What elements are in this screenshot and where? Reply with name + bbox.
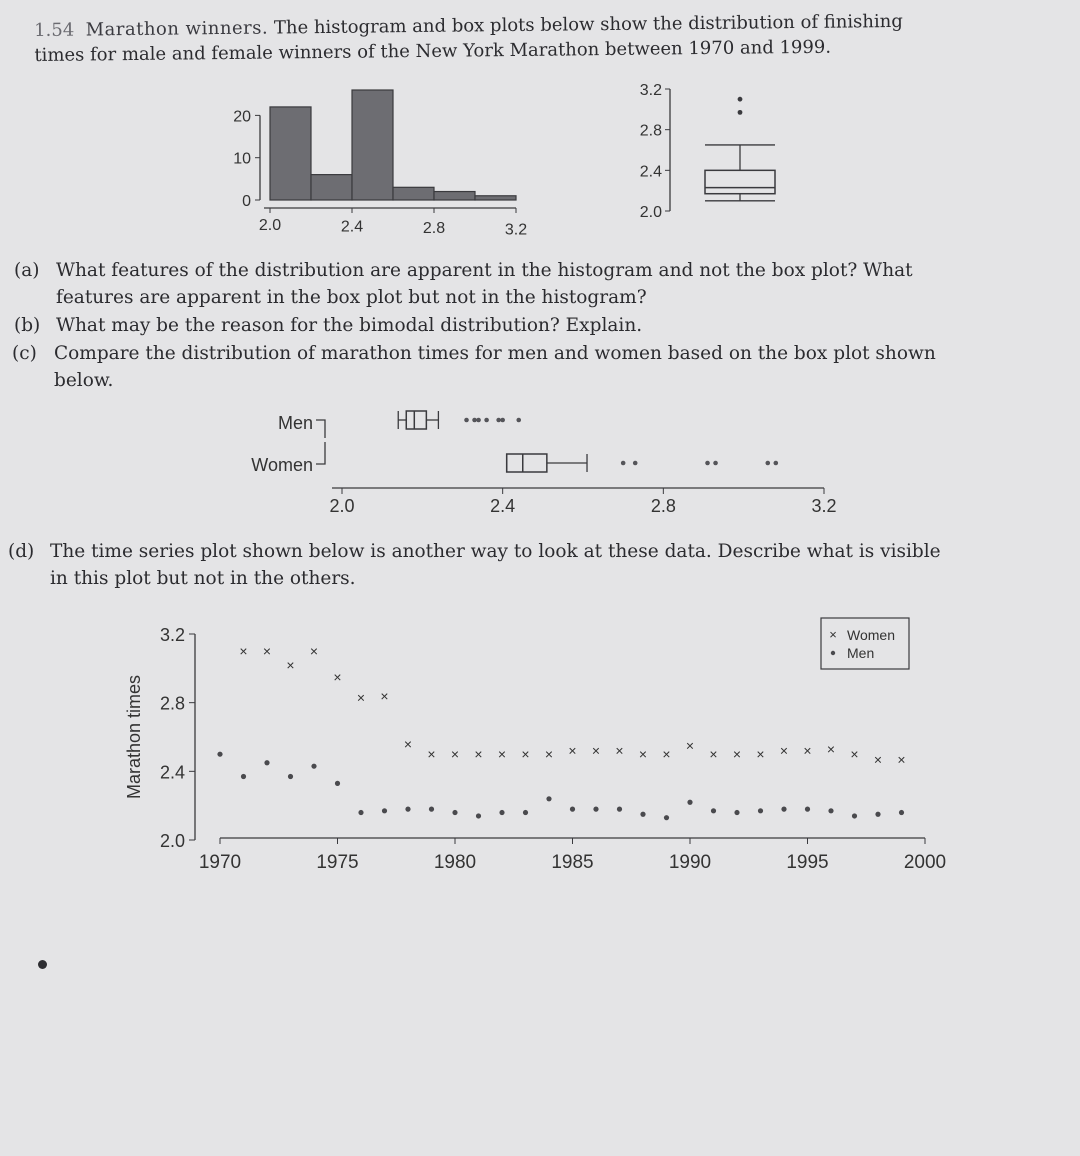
ts-point-men	[264, 760, 269, 765]
problem-statement	[34, 8, 1034, 68]
problem-text-line2: times for male and female winners of the New York Marathon between 1970 and 1999.	[34, 36, 832, 66]
ts-y-tick-label: 3.2	[159, 625, 185, 645]
ts-y-axis-label: Marathon times	[124, 674, 144, 800]
ts-x-tick-label: 2000	[903, 852, 947, 873]
boxplot-by-gender	[220, 400, 880, 520]
histogram-y-tick-label: 20	[233, 108, 251, 126]
histogram-x-tick-label: 2.0	[258, 217, 282, 234]
ts-point-women: ×	[497, 746, 507, 763]
ts-point-men	[217, 752, 222, 757]
ts-point-women: ×	[521, 746, 530, 763]
histogram-y-tick-label: 10	[233, 150, 251, 168]
part-b-label: (b)	[14, 315, 41, 336]
ts-point-women: ×	[474, 746, 483, 763]
ts-x-tick-label: 1975	[316, 852, 359, 873]
ts-point-men	[711, 808, 716, 813]
hbox-women	[507, 454, 547, 472]
hbox-outlier	[705, 461, 710, 466]
boxplot-y-tick-label: 2.8	[639, 122, 662, 140]
ts-point-women: ×	[450, 746, 460, 763]
ts-point-women: ×	[685, 737, 695, 754]
hbox-outlier	[633, 461, 638, 466]
boxplot-outlier	[738, 97, 743, 102]
boxplot-outlier	[738, 110, 743, 115]
ts-point-men	[405, 807, 410, 812]
ts-point-men	[288, 774, 293, 779]
ts-point-men	[546, 796, 551, 801]
ts-point-men	[758, 808, 763, 813]
ts-point-men	[570, 807, 575, 812]
ts-legend-men: Men	[847, 645, 875, 661]
ts-y-tick-label: 2.0	[159, 831, 185, 851]
ts-point-women: ×	[638, 746, 648, 763]
ts-point-men	[335, 781, 340, 786]
boxplot-box	[705, 170, 775, 193]
ts-x-tick-label: 1990	[668, 852, 712, 873]
men-bracket	[316, 420, 325, 438]
ts-point-women: ×	[262, 643, 272, 660]
ts-point-men	[687, 800, 692, 805]
women-bracket	[316, 442, 325, 464]
ts-point-women: ×	[591, 742, 601, 759]
ts-point-women: ×	[239, 643, 248, 660]
histogram-bar	[311, 175, 352, 200]
women-label: Women	[251, 455, 313, 475]
ts-point-men	[452, 810, 457, 815]
hbox-outlier	[500, 418, 505, 423]
ts-point-women: ×	[803, 742, 812, 759]
part-a-line2: features are apparent in the box plot but not in the histogram?	[56, 287, 647, 308]
ts-point-women: ×	[826, 741, 836, 758]
part-d-line1: The time series plot shown below is another way to look at these data. Describe what is visible	[50, 541, 941, 562]
ts-point-men	[899, 810, 904, 815]
hbox-x-tick-label: 2.8	[650, 496, 676, 516]
histogram-y-tick-label: 0	[242, 193, 251, 210]
part-c-label: (c)	[12, 343, 37, 364]
ts-point-women: ×	[779, 742, 789, 759]
ts-point-women: ×	[309, 643, 319, 660]
ts-point-men	[241, 774, 246, 779]
ts-legend-women-marker: ×	[829, 627, 837, 642]
part-a-label: (a)	[14, 260, 40, 281]
problem-number: 1.54	[34, 19, 75, 41]
ts-point-men	[476, 813, 481, 818]
ts-point-men	[593, 807, 598, 812]
hbox-outlier	[484, 418, 489, 423]
ts-point-men	[640, 812, 645, 817]
hbox-outlier	[472, 418, 477, 423]
hbox-outlier	[713, 461, 718, 466]
time-series-plot	[110, 610, 970, 885]
ts-point-women: ×	[544, 746, 554, 763]
hbox-men	[406, 411, 426, 429]
ts-point-women: ×	[427, 746, 436, 763]
ts-x-tick-label: 1970	[198, 852, 242, 873]
part-c-line2: below.	[54, 370, 114, 391]
hbox-outlier	[476, 418, 481, 423]
hbox-outlier	[464, 418, 469, 423]
hbox-outlier	[621, 461, 626, 466]
ts-point-men	[429, 807, 434, 812]
ts-point-women: ×	[850, 746, 859, 763]
hbox-outlier	[765, 461, 770, 466]
part-c-line1: Compare the distribution of marathon times for men and women based on the box plot shown	[54, 343, 936, 364]
pen-mark	[38, 960, 47, 969]
ts-point-men	[311, 764, 316, 769]
part-d-line2: in this plot but not in the others.	[50, 568, 356, 589]
problem-title: Marathon winners.	[85, 17, 269, 41]
ts-point-women: ×	[662, 746, 671, 763]
ts-point-men	[781, 807, 786, 812]
ts-point-women: ×	[615, 742, 624, 759]
part-b	[14, 312, 1064, 339]
histogram-bar	[352, 90, 393, 200]
ts-point-men	[734, 810, 739, 815]
hbox-x-tick-label: 2.4	[490, 496, 516, 516]
part-d	[8, 538, 1073, 592]
ts-point-men	[382, 808, 387, 813]
ts-point-women: ×	[756, 746, 765, 763]
ts-point-women: ×	[732, 746, 742, 763]
boxplot-all	[600, 78, 800, 223]
ts-point-men	[523, 810, 528, 815]
ts-point-men	[358, 810, 363, 815]
ts-x-tick-label: 1995	[786, 852, 829, 873]
boxplot-y-tick-label: 2.4	[639, 163, 662, 181]
ts-legend-men-marker	[831, 651, 835, 655]
hbox-x-tick-label: 2.0	[329, 496, 355, 516]
histogram	[220, 80, 550, 240]
histogram-x-tick-label: 3.2	[504, 221, 528, 239]
ts-x-tick-label: 1980	[433, 852, 477, 873]
hbox-outlier	[496, 418, 501, 423]
part-b-line1: What may be the reason for the bimodal distribution? Explain.	[56, 315, 643, 336]
histogram-x-tick-label: 2.8	[422, 220, 446, 237]
men-label: Men	[277, 413, 313, 433]
ts-point-men	[617, 807, 622, 812]
ts-point-men	[828, 808, 833, 813]
histogram-x-tick-label: 2.4	[340, 218, 364, 236]
histogram-bar	[393, 187, 434, 200]
ts-y-tick-label: 2.4	[159, 762, 185, 783]
ts-legend-box	[821, 618, 909, 669]
ts-x-tick-label: 1985	[551, 852, 594, 873]
ts-point-women: ×	[356, 689, 366, 706]
problem-text-line1: The histogram and box plots below show the distribution of finishing	[273, 10, 903, 39]
ts-point-women: ×	[568, 742, 577, 759]
ts-point-men	[875, 812, 880, 817]
part-c	[12, 340, 1062, 394]
part-a	[14, 257, 1064, 311]
part-a-line1: What features of the distribution are apparent in the histogram and not the box plot? What	[56, 260, 913, 281]
part-d-label: (d)	[8, 541, 35, 562]
ts-point-men	[852, 813, 857, 818]
hbox-x-tick-label: 3.2	[811, 496, 837, 516]
boxplot-y-tick-label: 2.0	[639, 204, 662, 221]
histogram-bar	[434, 192, 475, 200]
ts-point-women: ×	[897, 751, 906, 768]
ts-point-women: ×	[286, 656, 295, 673]
ts-point-women: ×	[333, 668, 342, 685]
boxplot-y-tick-label: 3.2	[639, 82, 662, 99]
ts-point-men	[499, 810, 504, 815]
ts-point-women: ×	[403, 735, 413, 752]
histogram-bar	[475, 196, 516, 200]
ts-legend-women: Women	[847, 627, 895, 643]
ts-y-tick-label: 2.8	[159, 693, 185, 714]
ts-point-women: ×	[380, 687, 389, 704]
histogram-bar	[270, 107, 311, 200]
ts-point-men	[805, 807, 810, 812]
ts-point-women: ×	[709, 746, 718, 763]
ts-point-women: ×	[873, 751, 883, 768]
hbox-outlier	[774, 461, 779, 466]
ts-point-men	[664, 815, 669, 820]
hbox-outlier	[516, 418, 521, 423]
